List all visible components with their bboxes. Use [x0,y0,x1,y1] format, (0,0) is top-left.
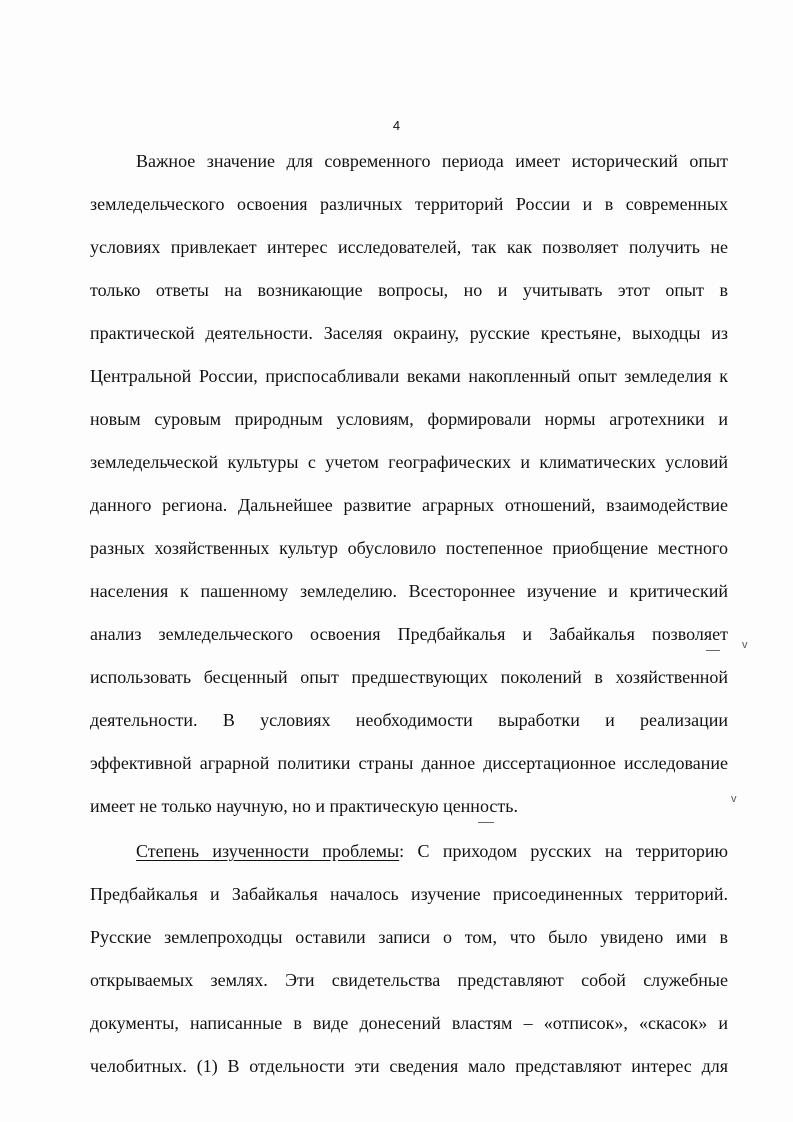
text-line: Русские землепроходцы оставили записи о том, что было увидено ими в [90,927,728,947]
pencil-dash [706,650,720,651]
text-line: Предбайкалья и Забайкалья началось изучение присоединенных территорий. [90,884,728,904]
text-line: только ответы на возникающие вопросы, но и учитывать этот опыт в [90,280,728,300]
pencil-dash [478,822,494,823]
text-line: новым суровым природным условиям, формировали нормы агротехники и [90,409,728,429]
text-line: данного региона. Дальнейшее развитие аграрных отношений, взаимодействие [90,495,728,515]
page-number: 4 [392,118,401,133]
text-line: условиях привлекает интерес исследователей, так как позволяет получить не [90,237,728,257]
text-line: анализ земледельческого освоения Предбайкалья и Забайкалья позволяет [90,624,728,644]
heading-continuation: : С приходом русских на территорию [399,841,728,861]
text-line: эффективной аграрной политики страны данное диссертационное исследование [90,753,728,773]
section-heading: Степень изученности проблемы [136,841,400,861]
margin-check-mark: v [731,793,737,805]
text-line: имеет не только научную, но и практическую ценность. [90,796,518,816]
text-line: открываемых землях. Эти свидетельства представляют собой служебные [90,970,728,990]
text-line: разных хозяйственных культур обусловило постепенное приобщение местного [90,538,728,558]
text-line: земледельческого освоения различных территорий России и в современных [90,194,728,214]
text-line: практической деятельности. Заселяя окраину, русские крестьяне, выходцы из [90,323,728,343]
text-line: Центральной России, приспосабливали веками накопленный опыт земледелия к [90,366,728,386]
text-line: документы, написанные в виде донесений властям – «отписок», «скасок» и [90,1013,728,1033]
text-line: Важное значение для современного периода имеет исторический опыт [136,151,728,171]
text-line: земледельческой культуры с учетом географических и климатических условий [90,452,728,472]
margin-check-mark: v [742,639,748,651]
text-line: населения к пашенному земледелию. Всестороннее изучение и критический [90,581,728,601]
text-line: использовать бесценный опыт предшествующих поколений в хозяйственной [90,667,728,687]
text-line: челобитных. (1) В отдельности эти сведения мало представляют интерес для [90,1056,728,1076]
text-line [136,840,728,862]
text-line: деятельности. В условиях необходимости выработки и реализации [90,710,728,730]
